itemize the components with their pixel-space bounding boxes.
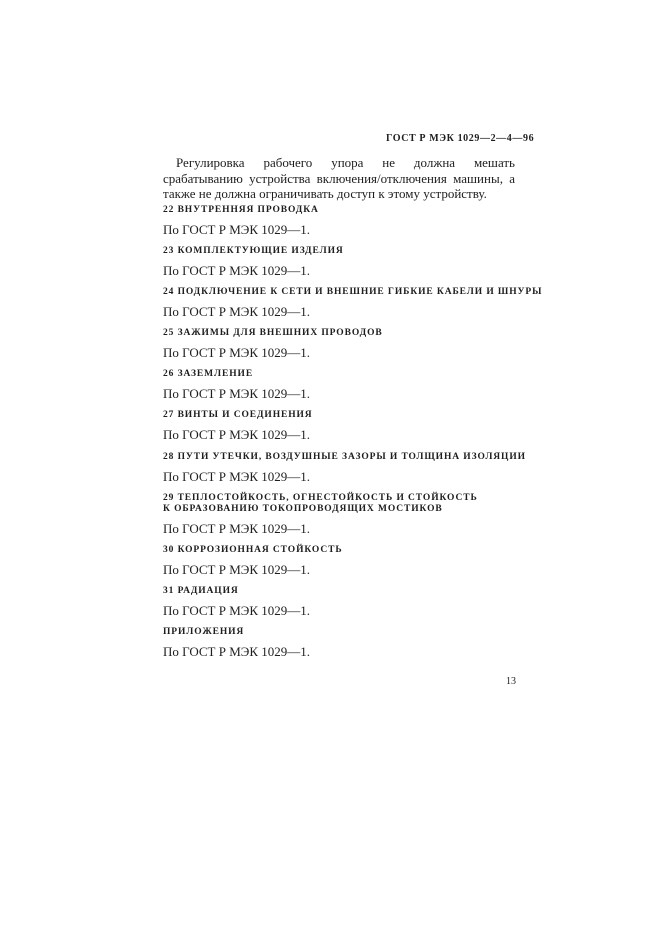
section-heading: ПРИЛОЖЕНИЯ — [163, 627, 245, 637]
section-heading: 23 КОМПЛЕКТУЮЩИЕ ИЗДЕЛИЯ — [163, 246, 344, 256]
section-26 — [163, 369, 523, 401]
section-reference: По ГОСТ Р МЭК 1029—1. — [163, 304, 311, 319]
section-22 — [163, 205, 523, 237]
page-number: 13 — [506, 676, 516, 687]
section-reference: По ГОСТ Р МЭК 1029—1. — [163, 427, 311, 442]
section-24 — [163, 287, 543, 319]
section-reference: По ГОСТ Р МЭК 1029—1. — [163, 345, 311, 360]
section-heading: 31 РАДИАЦИЯ — [163, 586, 239, 596]
section-31 — [163, 586, 523, 618]
section-reference: По ГОСТ Р МЭК 1029—1. — [163, 469, 311, 484]
section-heading-line-1: 29 ТЕПЛОСТОЙКОСТЬ, ОГНЕСТОЙКОСТЬ И СТОЙКОСТЬ — [163, 493, 478, 503]
section-30 — [163, 545, 523, 577]
section-reference: По ГОСТ Р МЭК 1029—1. — [163, 562, 311, 577]
section-reference: По ГОСТ Р МЭК 1029—1. — [163, 521, 311, 536]
section-reference: По ГОСТ Р МЭК 1029—1. — [163, 263, 311, 278]
section-28 — [163, 452, 526, 484]
section-reference: По ГОСТ Р МЭК 1029—1. — [163, 644, 311, 659]
section-heading: 27 ВИНТЫ И СОЕДИНЕНИЯ — [163, 410, 313, 420]
section-heading: 22 ВНУТРЕННЯЯ ПРОВОДКА — [163, 205, 319, 215]
section-appendices — [163, 627, 523, 659]
section-heading: 28 ПУТИ УТЕЧКИ, ВОЗДУШНЫЕ ЗАЗОРЫ И ТОЛЩИНА ИЗОЛЯЦИИ — [163, 452, 526, 462]
section-heading: 26 ЗАЗЕМЛЕНИЕ — [163, 369, 254, 379]
running-head: ГОСТ Р МЭК 1029—2—4—96 — [386, 133, 535, 144]
section-heading: 30 КОРРОЗИОННАЯ СТОЙКОСТЬ — [163, 545, 343, 555]
section-reference: По ГОСТ Р МЭК 1029—1. — [163, 386, 311, 401]
section-25 — [163, 328, 523, 360]
section-heading: 24 ПОДКЛЮЧЕНИЕ К СЕТИ И ВНЕШНИЕ ГИБКИЕ КАБЕЛИ И ШНУРЫ — [163, 287, 543, 297]
intro-paragraph-text: Регулировка рабочего упора не должна мешать срабатыванию устройства включения/отключения машины, а также не должна ограничивать доступ к этому устройству. — [163, 155, 515, 201]
section-27 — [163, 410, 523, 442]
section-reference: По ГОСТ Р МЭК 1029—1. — [163, 222, 311, 237]
section-23 — [163, 246, 523, 278]
section-heading: 25 ЗАЖИМЫ ДЛЯ ВНЕШНИХ ПРОВОДОВ — [163, 328, 383, 338]
section-reference: По ГОСТ Р МЭК 1029—1. — [163, 603, 311, 618]
intro-paragraph — [163, 155, 515, 202]
section-29 — [163, 493, 523, 536]
section-heading-line-2: К ОБРАЗОВАНИЮ ТОКОПРОВОДЯЩИХ МОСТИКОВ — [163, 504, 443, 514]
